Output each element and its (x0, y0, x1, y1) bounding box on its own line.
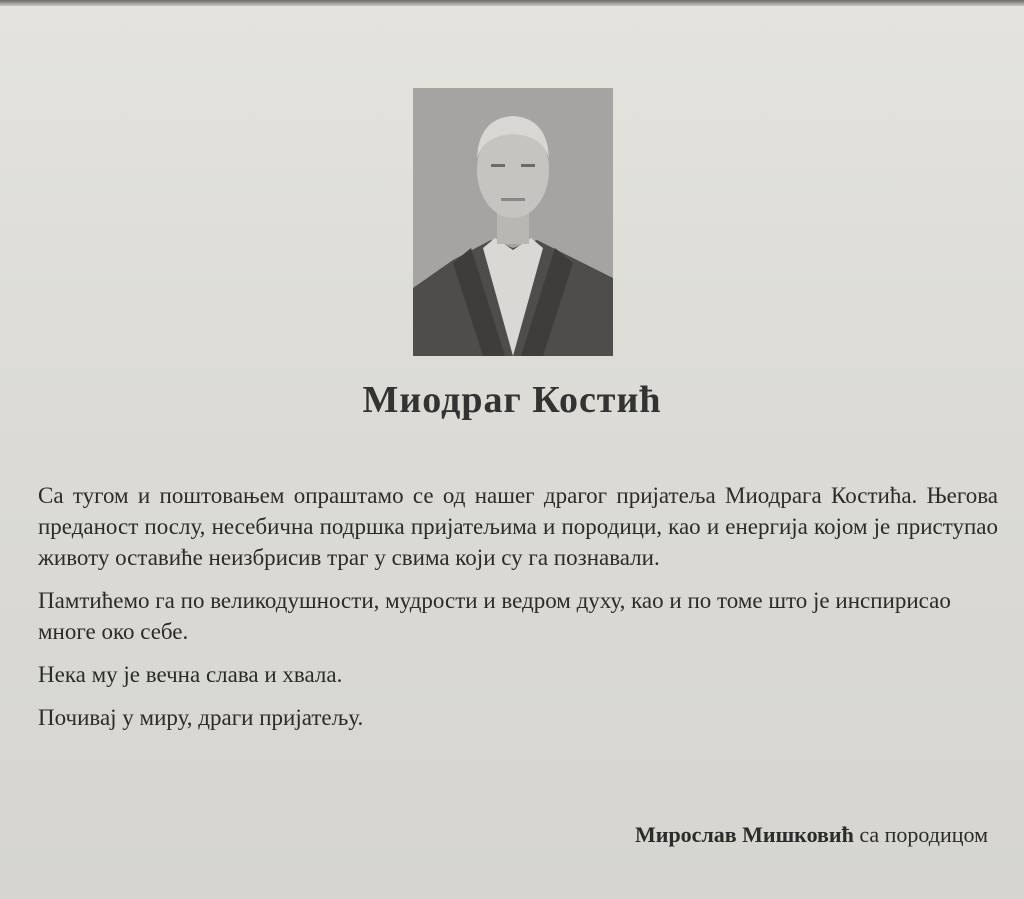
signature (635, 822, 988, 848)
page-edge (0, 0, 1024, 6)
paragraph-rest-in-peace: Почивај у миру, драги пријатељу. (38, 705, 364, 730)
signature-suffix: са породицом (853, 822, 988, 847)
portrait-photo (413, 88, 613, 356)
paragraph-glory: Нека му је вечна слава и хвала. (38, 662, 343, 687)
paragraph-memory: Памтићемо га по великодушности, мудрости и ведром духу, као и по томе што је инспирисао многе око себе. (38, 588, 951, 644)
deceased-name: Миодраг Костић (362, 379, 662, 421)
portrait-icon (413, 88, 613, 356)
signature-name: Мирослав Мишковић (635, 822, 854, 847)
notice-body (38, 480, 998, 745)
paragraph-tribute: Са тугом и поштовањем опраштамо се од нашег драгог пријатеља Миодрага Костића. Његова преданост послу, несебична подршка пријатељима и породици, као и енергија којом је приступао животу оставиће неизбрисив траг у свима који су га познавали. (38, 483, 998, 570)
